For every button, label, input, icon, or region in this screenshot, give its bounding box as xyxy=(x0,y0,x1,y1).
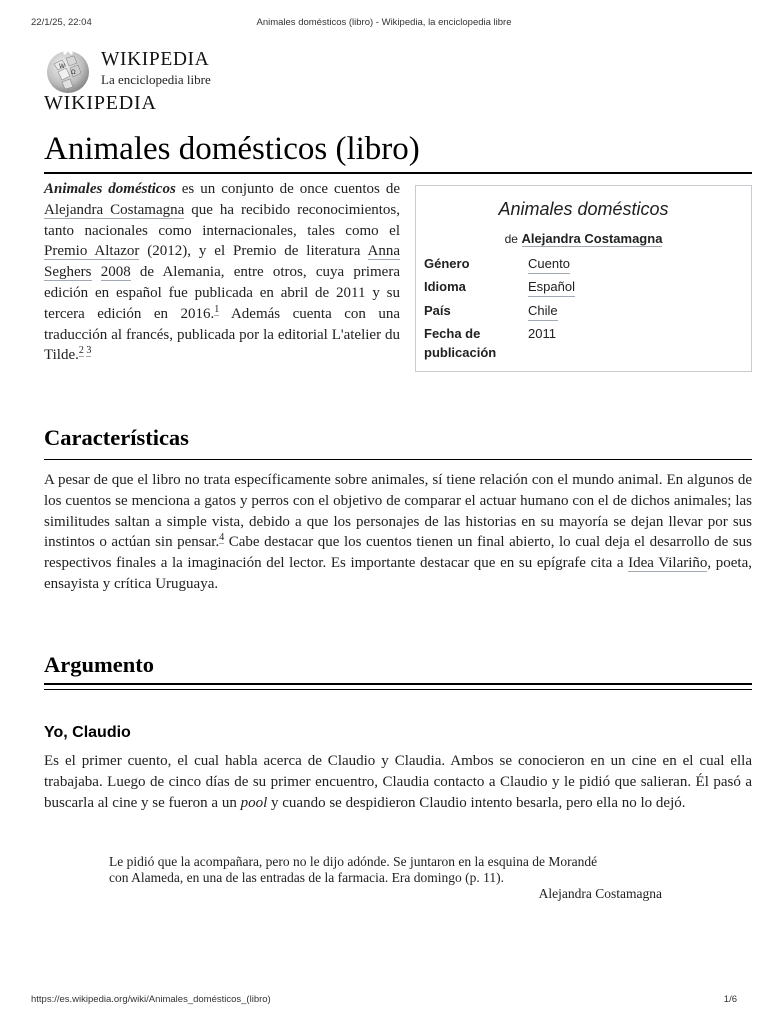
caracteristicas-text: , poeta, ensayista y crítica Uruguaya. xyxy=(44,555,752,592)
yo-claudio-text: Es el primer cuento, el cual habla acerca de Claudio y Claudia. Ambos se conocieron en un cine en el cual ella trabajaba. Luego de cinco días de su primer encuentro, Claudia contacto a Claudio y le pidió que salieran. Él pasó a buscarla al cine y se fueron a un xyxy=(44,753,752,811)
infobox-label-fecha-line1: Fecha de xyxy=(424,326,481,341)
print-datetime: 22/1/25, 22:04 xyxy=(31,17,92,28)
infobox-author xyxy=(416,231,751,246)
print-url: https://es.wikipedia.org/wiki/Animales_domésticos_(libro) xyxy=(31,994,271,1005)
blockquote xyxy=(109,854,662,902)
section-divider xyxy=(44,689,752,690)
caracteristicas-text: Cabe destacar que los cuentos tienen un final abierto, lo cual deja el desarrollo de sus respectivos finales a la imaginación del lector. Es importante destacar que en su epígrafe cita a xyxy=(44,534,752,572)
logo-wordmark: WIKIPEDIA xyxy=(44,92,157,114)
infobox-value-pais[interactable]: Chile xyxy=(528,301,558,321)
title-divider xyxy=(44,172,752,174)
quote-line-2: con Alameda, en una de las entradas de la farmacia. Era domingo (p. 11). xyxy=(109,870,504,885)
quote-author: Alejandra Costamagna xyxy=(538,886,662,901)
print-footer xyxy=(0,994,768,1012)
svg-text:Ω: Ω xyxy=(71,69,76,76)
quote-line-1: Le pidió que la acompañara, pero no le dijo adónde. Se juntaron en la esquina de Morandé xyxy=(109,854,598,869)
svg-text:W: W xyxy=(59,63,65,70)
intro-paragraph xyxy=(44,179,400,366)
intro-text: (2012), y el Premio de literatura xyxy=(139,243,368,260)
infobox-value-fecha: 2011 xyxy=(528,326,556,341)
page-title: Animales domésticos (libro) xyxy=(44,131,420,167)
section-divider xyxy=(44,683,752,685)
reference-2-link[interactable]: 2 xyxy=(78,345,84,357)
anna-seghers-link[interactable]: Anna Seghers xyxy=(44,243,400,281)
infobox-label-fecha-line2: publicación xyxy=(424,345,497,360)
caracteristicas-text: A pesar de que el libro no trata específicamente sobre animales, sí tiene relación con el mundo animal. En algunos de los cuentos se menciona a gatos y perros con el objetivo de comparar el actuar humano con el de dichos animales; las similitudes saltan a simple vista, debido a que los personajes de las historias en su mayoría se dejan llevar por sus instintos o actúan sin pensar. xyxy=(44,472,752,551)
infobox-label-pais: País xyxy=(424,303,451,318)
intro-text: Además cuenta con una traducción al francés, publicada por la editorial L'atelier du Tilde. xyxy=(44,305,400,364)
print-page-title: Animales domésticos (libro) - Wikipedia, la enciclopedia libre xyxy=(256,17,512,28)
intro-title: Animales domésticos xyxy=(44,181,176,197)
logo-tagline: La enciclopedia libre xyxy=(101,72,211,87)
infobox-author-link[interactable]: Alejandra Costamagna xyxy=(521,231,663,246)
infobox-value-genero[interactable]: Cuento xyxy=(528,254,570,274)
idea-vilarino-link[interactable]: Idea Vilariño xyxy=(628,555,708,572)
infobox-title: Animales domésticos xyxy=(498,199,669,219)
caracteristicas-paragraph xyxy=(44,470,752,595)
intro-text: es un conjunto de once cuentos de xyxy=(175,181,400,197)
infobox xyxy=(415,185,752,372)
yo-claudio-text: y cuando se despidieron Claudio intento besarla, pero ella no lo dejó. xyxy=(267,794,686,811)
section-heading-caracteristicas: Características xyxy=(44,425,189,450)
reference-1-link[interactable]: 1 xyxy=(214,303,220,315)
infobox-value-idioma[interactable]: Español xyxy=(528,277,575,297)
intro-text xyxy=(92,264,101,280)
intro-text: de Alemania, entre otros, cuya primera edición en español fue publicada en abril de 2011 y su tercera edición en 2016. xyxy=(44,264,400,322)
section-heading-argumento: Argumento xyxy=(44,652,154,677)
infobox-label-fecha xyxy=(424,324,496,362)
reference-4-link[interactable]: 4 xyxy=(219,532,225,544)
subsection-heading-yo-claudio: Yo, Claudio xyxy=(44,724,131,741)
year-2008-link[interactable]: 2008 xyxy=(100,264,131,281)
wikipedia-logo[interactable] xyxy=(44,44,264,114)
infobox-by: de xyxy=(504,232,518,246)
print-header xyxy=(0,17,768,35)
section-divider xyxy=(44,459,752,460)
intro-text: que ha recibido reconocimientos, tanto nacionales como internacionales, tales como el xyxy=(44,201,400,239)
premio-altazor-link[interactable]: Premio Altazor xyxy=(44,243,140,260)
infobox-label-genero: Género xyxy=(424,256,470,271)
infobox-label-idioma: Idioma xyxy=(424,279,466,294)
yo-claudio-paragraph xyxy=(44,751,752,813)
reference-3-link[interactable]: 3 xyxy=(86,345,92,357)
print-page-count: 1/6 xyxy=(723,994,737,1005)
wikipedia-globe-icon xyxy=(44,46,92,94)
author-link[interactable]: Alejandra Costamagna xyxy=(44,201,185,218)
logo-name: WIKIPEDIA xyxy=(101,49,210,70)
pool-term: pool xyxy=(240,794,268,811)
